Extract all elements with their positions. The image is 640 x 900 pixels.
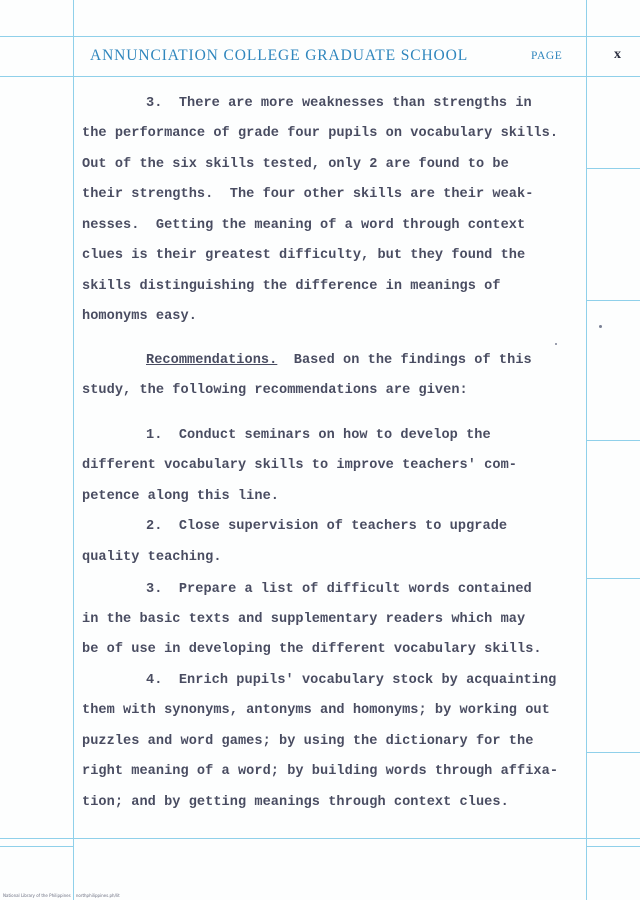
footer-library: National Library of the Philippines: [3, 893, 71, 898]
page-label: PAGE: [531, 50, 563, 62]
footer-right-rule: [586, 846, 640, 847]
side-rule-4: [586, 578, 640, 579]
footer-credit: [3, 893, 120, 898]
text-line: be of use in developing the different vocabulary skills.: [82, 642, 542, 657]
text-line: petence along this line.: [82, 489, 279, 504]
text-line: in the basic texts and supplementary readers which may: [82, 612, 526, 627]
text-line: skills distinguishing the difference in meanings of: [82, 279, 501, 294]
text-line: quality teaching.: [82, 550, 222, 565]
footer-top-rule: [0, 838, 640, 839]
header-bottom-rule: [0, 76, 640, 77]
footer-left-rule: [0, 846, 73, 847]
right-margin-rule: [586, 0, 587, 900]
text-line: nesses. Getting the meaning of a word through context: [82, 218, 526, 233]
text-line: 2. Close supervision of teachers to upgrade: [146, 519, 508, 534]
text-line: clues is their greatest difficulty, but they found the: [82, 248, 526, 263]
recommendations-heading-line: [146, 353, 532, 368]
page-number: x: [614, 47, 621, 62]
side-rule-2: [586, 300, 640, 301]
text-line: 3. Prepare a list of difficult words contained: [146, 582, 532, 597]
text-line: right meaning of a word; by building words through affixa-: [82, 764, 559, 779]
text-line: 4. Enrich pupils' vocabulary stock by acquainting: [146, 673, 557, 688]
text-line: Based on the findings of this: [277, 353, 532, 368]
side-rule-1: [586, 168, 640, 169]
text-line: homonyms easy.: [82, 309, 197, 324]
text-line: their strengths. The four other skills are their weak-: [82, 187, 534, 202]
ink-speck: [555, 343, 557, 345]
header-top-rule: [0, 36, 640, 37]
recommendations-heading: Recommendations.: [146, 353, 278, 368]
text-line: 3. There are more weaknesses than strengths in: [146, 96, 532, 111]
side-rule-3: [586, 440, 640, 441]
text-line: study, the following recommendations are given:: [82, 383, 468, 398]
text-line: puzzles and word games; by using the dictionary for the: [82, 734, 534, 749]
text-line: them with synonyms, antonyms and homonyms; by working out: [82, 703, 550, 718]
text-line: tion; and by getting meanings through context clues.: [82, 795, 509, 810]
left-margin-rule: [73, 0, 74, 900]
school-header: ANNUNCIATION COLLEGE GRADUATE SCHOOL: [90, 47, 469, 64]
ink-speck: [599, 325, 602, 328]
side-rule-5: [586, 752, 640, 753]
text-line: the performance of grade four pupils on vocabulary skills.: [82, 126, 559, 141]
text-line: 1. Conduct seminars on how to develop the: [146, 428, 491, 443]
text-line: different vocabulary skills to improve teachers' com-: [82, 458, 518, 473]
footer-url: northphilippines.ph/lit: [75, 893, 120, 898]
text-line: Out of the six skills tested, only 2 are found to be: [82, 157, 509, 172]
